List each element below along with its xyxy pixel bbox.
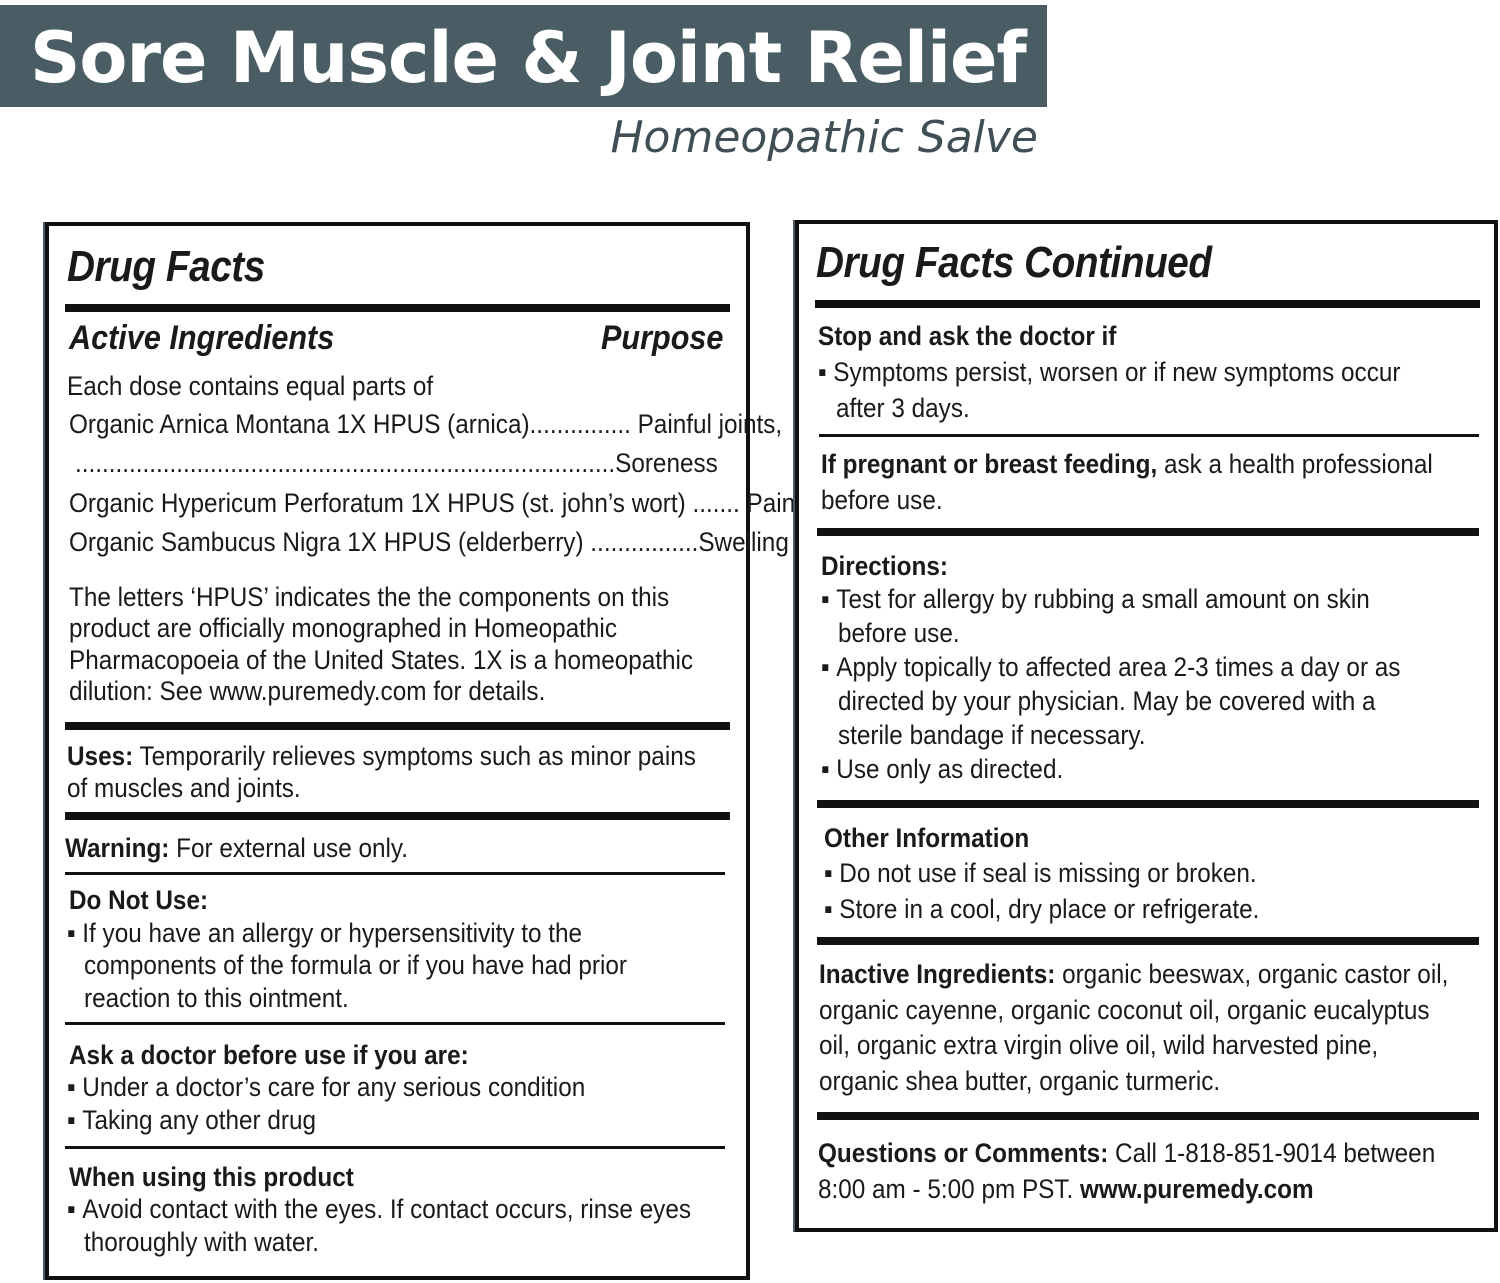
hpus-note-line: product are officially monographed in Homeopathic [69, 613, 617, 643]
other-info-item: ▪ Store in a cool, dry place or refrigerate. [824, 894, 1260, 924]
ingredient-purpose: Soreness [615, 448, 718, 478]
ingredient-purpose: Painful joints, [637, 409, 783, 439]
drug-facts-panel [45, 222, 796, 1280]
bullet-icon: ▪ [824, 894, 833, 924]
bullet-icon: ▪ [818, 357, 827, 387]
do-not-use-heading: Do Not Use: [69, 885, 209, 915]
pregnant-line: before use. [821, 485, 943, 515]
direction-item: before use. [838, 618, 960, 648]
title-banner [0, 5, 1047, 107]
ask-doctor-heading: Ask a doctor before use if you are: [69, 1040, 469, 1070]
questions-line: 8:00 am - 5:00 pm PST. www.puremedy.com [818, 1174, 1314, 1204]
panel-title: Drug Facts [67, 242, 265, 291]
other-info-heading: Other Information [824, 823, 1030, 853]
thin-rule [819, 434, 1479, 437]
inactive-label: Inactive Ingredients: [819, 959, 1056, 989]
thick-rule [817, 800, 1479, 808]
pregnant-line: If pregnant or breast feeding, ask a health professional [821, 449, 1433, 479]
direction-item: ▪ Test for allergy by rubbing a small amount on skin [821, 584, 1370, 614]
ask-doctor-item: ▪ Taking any other drug [67, 1105, 317, 1135]
ingredient-row [69, 526, 789, 558]
thin-rule [65, 1022, 725, 1025]
product-subtitle: Homeopathic Salve [610, 112, 1038, 163]
leader-dots: ................................................................................ [75, 448, 616, 478]
thick-rule [65, 722, 730, 730]
bullet-icon: ▪ [67, 918, 76, 948]
ask-doctor-item: ▪ Under a doctor’s care for any serious condition [67, 1072, 586, 1102]
stop-item: after 3 days. [836, 393, 970, 423]
direction-item: ▪ Use only as directed. [821, 754, 1064, 784]
dose-line: Each dose contains equal parts of [67, 371, 434, 401]
stop-item: ▪ Symptoms persist, worsen or if new symptoms occur [818, 357, 1401, 387]
when-using-heading: When using this product [69, 1162, 354, 1192]
warning-text: For external use only. [169, 833, 408, 863]
do-not-use-item: ▪ If you have an allergy or hypersensitivity to the [67, 918, 583, 948]
ingredient-name: Organic Arnica Montana 1X HPUS (arnica) [69, 409, 530, 439]
inactive-line: oil, organic extra virgin olive oil, wild harvested pine, [819, 1030, 1379, 1060]
ingredient-name: Organic Hypericum Perforatum 1X HPUS (st. john’s wort) [69, 488, 686, 518]
bullet-icon: ▪ [821, 652, 830, 682]
inactive-line: organic cayenne, organic coconut oil, organic eucalyptus [819, 995, 1430, 1025]
website-link[interactable]: www.puremedy.com [1080, 1174, 1314, 1204]
when-using-item: thoroughly with water. [84, 1227, 320, 1257]
panel-title: Drug Facts Continued [816, 238, 1212, 287]
questions-line: Questions or Comments: Call 1-818-851-9014 between [818, 1138, 1436, 1168]
when-using-item: ▪ Avoid contact with the eyes. If contact occurs, rinse eyes [67, 1194, 692, 1224]
questions-label: Questions or Comments: [818, 1138, 1109, 1168]
do-not-use-item: components of the formula or if you have had prior [84, 950, 628, 980]
ingredient-row [75, 447, 718, 479]
thick-rule [815, 300, 1480, 308]
direction-item: directed by your physician. May be covered with a [838, 686, 1376, 716]
hpus-note-line: The letters ‘HPUS’ indicates the the components on this [69, 582, 670, 612]
thick-rule [65, 812, 730, 820]
ingredient-row [69, 487, 795, 519]
hpus-note-line: Pharmacopoeia of the United States. 1X is a homeopathic [69, 645, 694, 675]
uses-line [67, 740, 696, 772]
bullet-icon: ▪ [824, 858, 833, 888]
thick-rule [817, 937, 1479, 945]
ingredient-purpose: Pain [746, 488, 796, 518]
bullet-icon: ▪ [67, 1105, 76, 1135]
direction-item: sterile bandage if necessary. [838, 720, 1146, 750]
pregnant-label: If pregnant or breast feeding, [821, 449, 1158, 479]
inactive-line: organic shea butter, organic turmeric. [819, 1066, 1221, 1096]
other-info-item: ▪ Do not use if seal is missing or broken. [824, 858, 1257, 888]
uses-line: of muscles and joints. [67, 773, 301, 803]
thick-rule [817, 1112, 1479, 1120]
thick-rule [65, 304, 730, 312]
thin-rule [65, 1146, 725, 1149]
ingredient-purpose: Swelling [698, 527, 789, 557]
directions-heading: Directions: [821, 551, 948, 581]
bullet-icon: ▪ [821, 584, 830, 614]
inactive-line: Inactive Ingredients: organic beeswax, organic castor oil, [819, 959, 1449, 989]
bullet-icon: ▪ [67, 1194, 76, 1224]
drug-facts-continued-panel [795, 220, 1498, 1232]
uses-label: Uses: [67, 741, 134, 771]
ingredient-name: Organic Sambucus Nigra 1X HPUS (elderberry) [69, 527, 584, 557]
product-title: Sore Muscle & Joint Relief [30, 17, 1026, 99]
hpus-note-line: dilution: See www.puremedy.com for details. [69, 676, 546, 706]
thick-rule [817, 528, 1479, 536]
bullet-icon: ▪ [67, 1072, 76, 1102]
uses-text: Temporarily relieves symptoms such as minor pains [133, 741, 696, 771]
leader-dots: ............... [529, 409, 631, 439]
thin-rule [65, 872, 725, 875]
bullet-icon: ▪ [821, 754, 830, 784]
active-ingredients-heading: Active Ingredients [69, 319, 335, 357]
leader-dots: ................ [590, 527, 699, 557]
ingredient-row [69, 408, 782, 440]
leader-dots: ....... [692, 488, 740, 518]
warning-label: Warning: [65, 833, 170, 863]
stop-heading: Stop and ask the doctor if [818, 321, 1117, 351]
purpose-heading: Purpose [601, 319, 724, 357]
warning-line [65, 832, 408, 864]
direction-item: ▪ Apply topically to affected area 2-3 times a day or as [821, 652, 1401, 682]
do-not-use-item: reaction to this ointment. [84, 983, 349, 1013]
